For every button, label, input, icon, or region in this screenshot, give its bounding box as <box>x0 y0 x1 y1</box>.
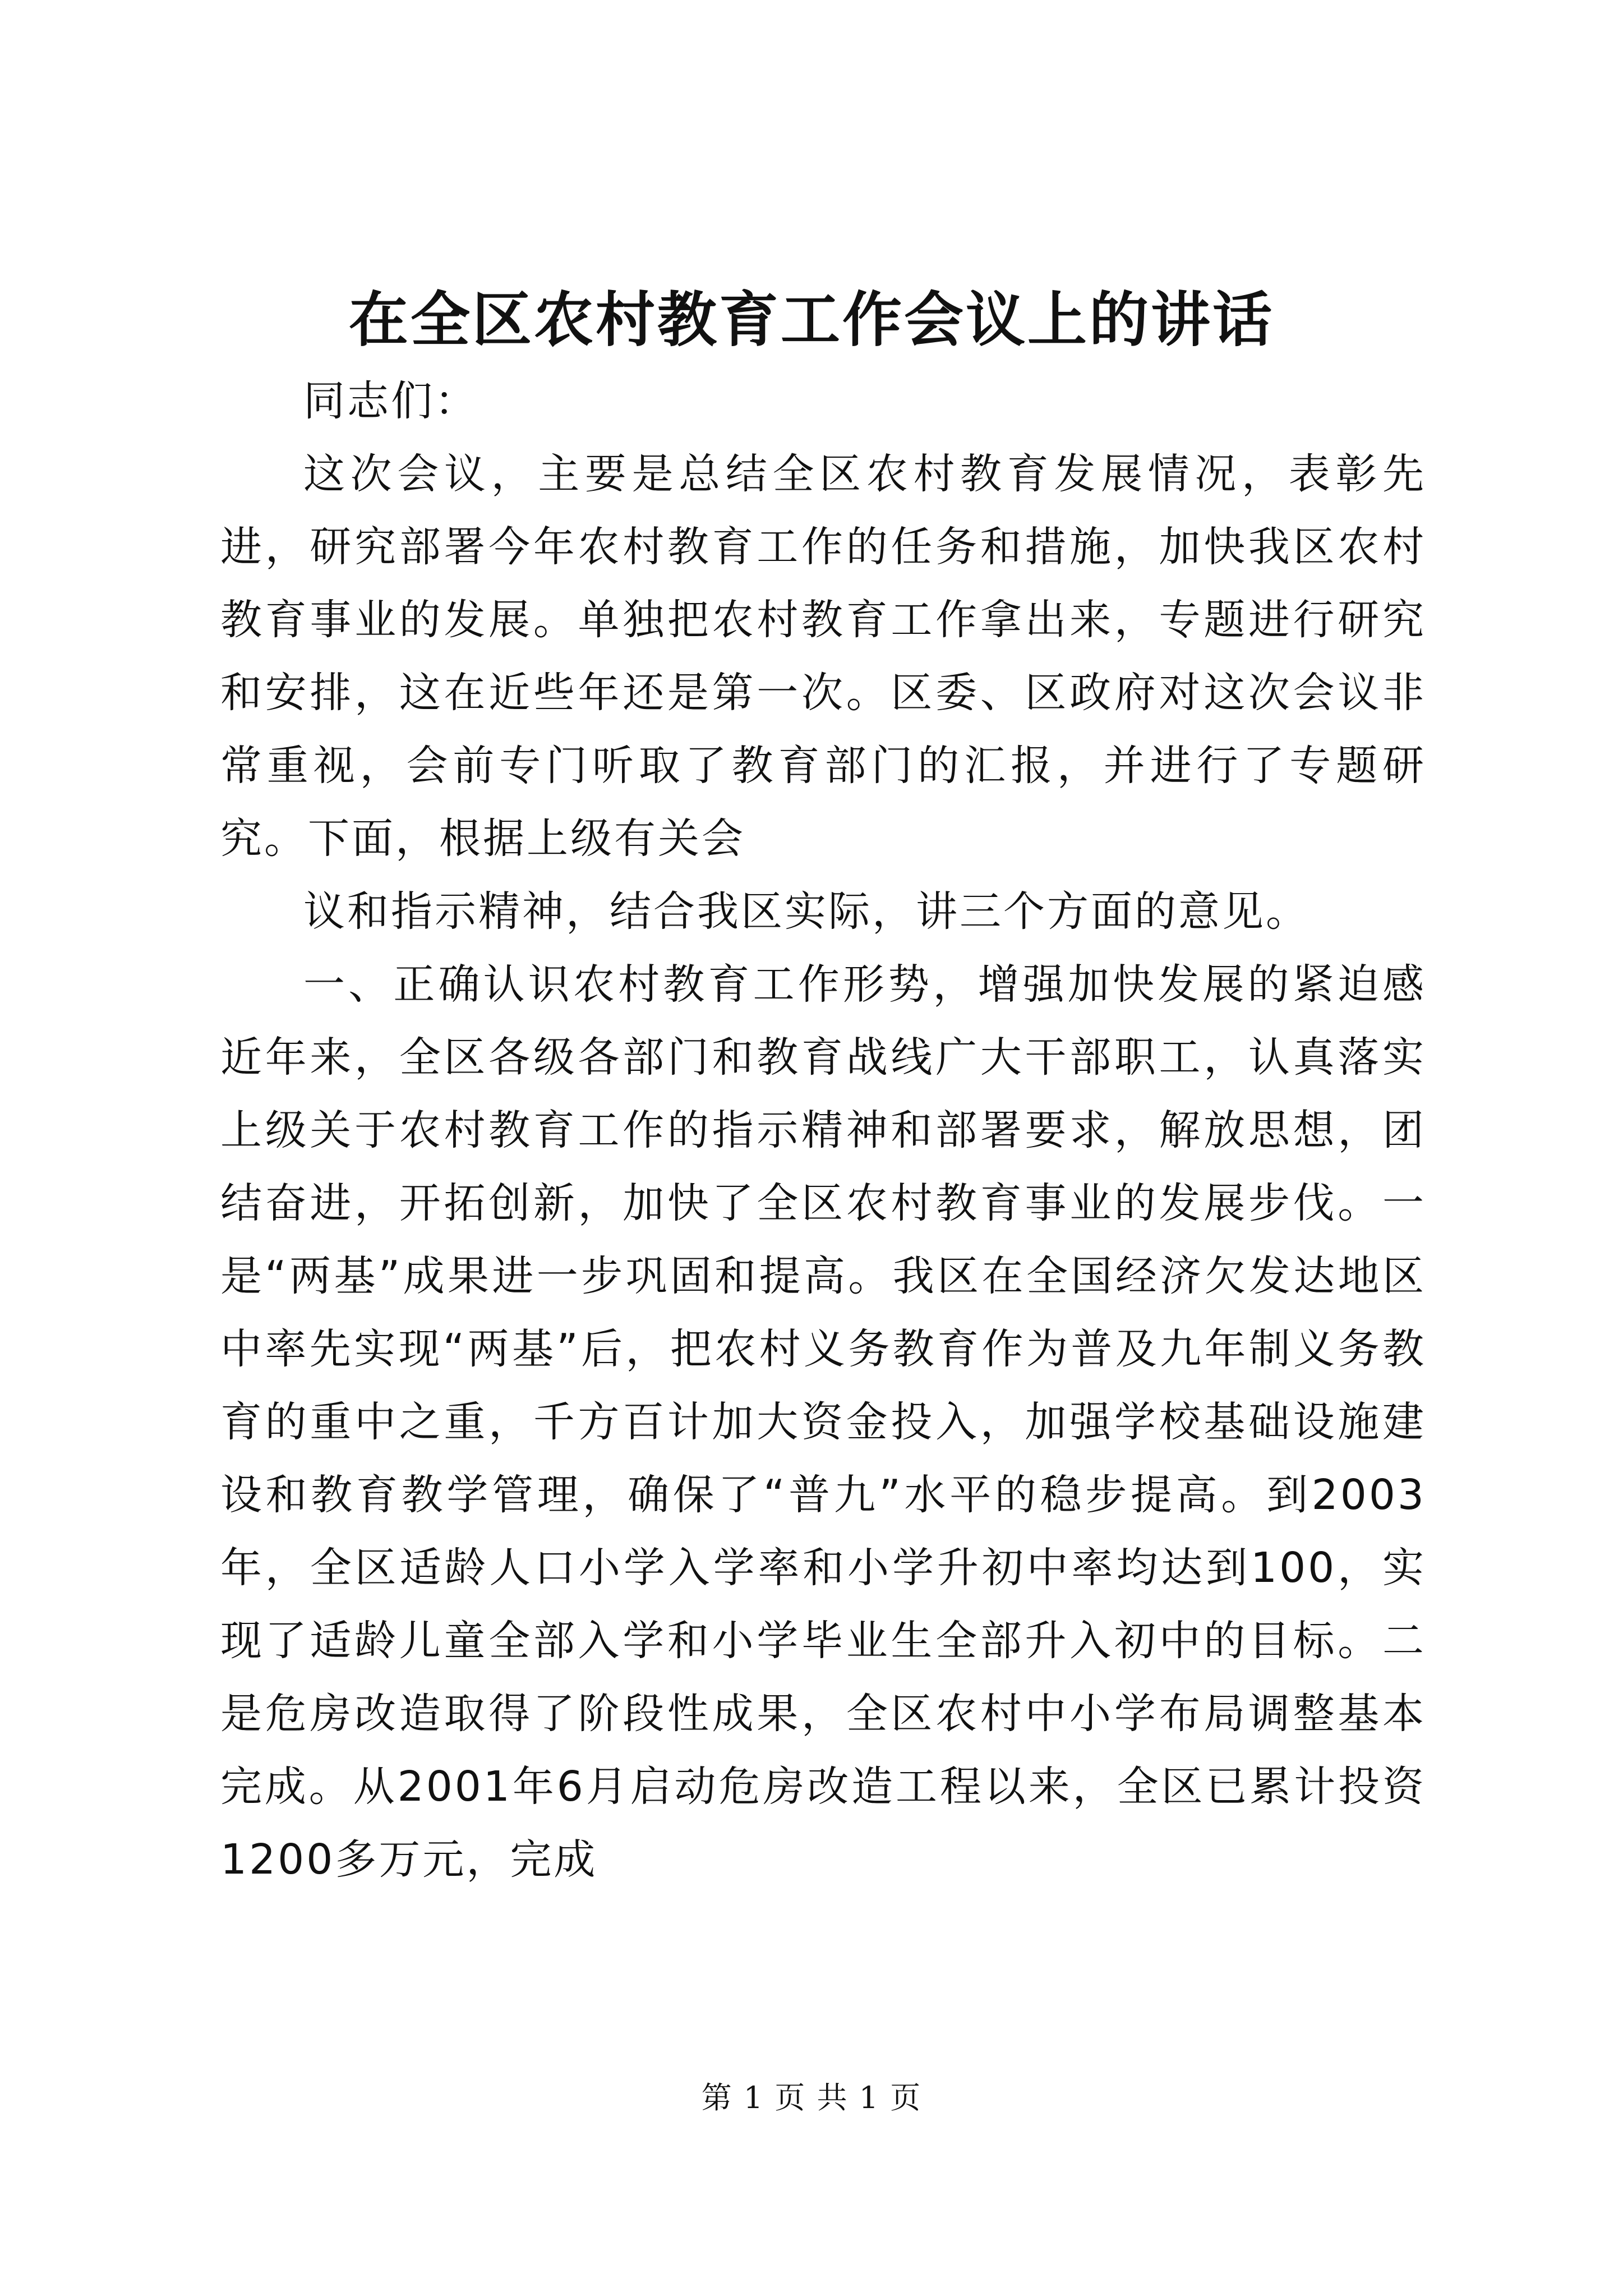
body-paragraph: 议和指示精神，结合我区实际，讲三个方面的意见。 <box>303 887 1310 936</box>
body-paragraph: 一、正确认识农村教育工作形势，增强加快发展的紧迫感近年来，全区各级各部门和教育战线广大干部职工，认真落实上级关于农村教育工作的指示精神和部署要求，解放思想，团结奋进，开拓创新，加快了全区农村教育事业的发展步伐。一是“两基”成果进一步巩固和提高。我区在全国经济欠发达地区中率先实现“两基”后，把农村义务教育作为普及九年制义务教育的重中之重，千方百计加大资金投入，加强学校基础设施建设和教育教学管理，确保了“普九”水平的稳步提高。到2003年，全区适龄人口小学入学率和小学升初中率均达到100，实现了适龄儿童全部入学和小学毕业生全部升入初中的目标。二是危房改造取得了阶段性成果，全区农村中小学布局调整基本完成。从2001年6月启动危房改造工程以来，全区已累计投资1200多万元，完成 <box>220 960 1426 1884</box>
body-paragraph: 这次会议，主要是总结全区农村教育发展情况，表彰先进，研究部署今年农村教育工作的任务和措施，加快我区农村教育事业的发展。单独把农村教育工作拿出来，专题进行研究和安排，这在近些年还是第一次。区委、区政府对这次会议非常重视，会前专门听取了教育部门的汇报，并进行了专题研究。下面，根据上级有关会 <box>220 450 1426 863</box>
document-title: 在全区农村教育工作会议上的讲话 <box>349 284 1274 355</box>
page-footer: 第 1 页 共 1 页 <box>701 2080 922 2115</box>
salutation-paragraph: 同志们： <box>303 377 478 425</box>
document-body <box>220 365 1426 1896</box>
